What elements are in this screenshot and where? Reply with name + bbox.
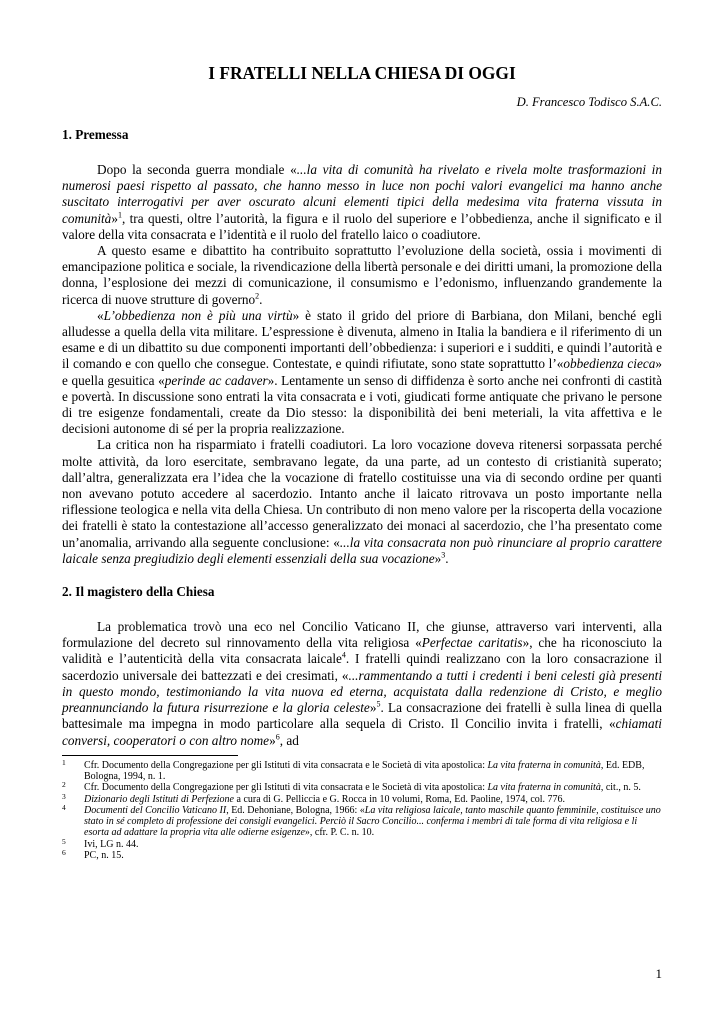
section-heading-premessa: 1. Premessa xyxy=(62,127,129,142)
footnote-text: Dizionario degli Istituti di Perfezione a cura di G. Pelliccia e G. Rocca in 10 volumi, Roma, Ed. Paoline, 1974, col. 776. xyxy=(84,793,566,805)
footnote-ref: 6 xyxy=(275,732,280,742)
footnote-number: 2 xyxy=(62,780,66,790)
document-page xyxy=(62,62,662,861)
footnote-ref: 4 xyxy=(341,651,346,661)
footnotes xyxy=(62,757,662,862)
author-line: D. Francesco Todisco S.A.C. xyxy=(516,95,662,109)
page-title: I FRATELLI NELLA CHIESA DI OGGI xyxy=(208,63,516,83)
footnote-ref: 5 xyxy=(376,699,381,709)
footnote xyxy=(62,782,662,793)
paragraph: «L’obbedienza non è più una virtù» è stato il grido del priore di Barbiana, don Milani, benché egli alludesse a quella della vita militare. L’espressione è divenuta, almeno in Italia la bandiera e il riferimento di un esame e di un dibattito su due componenti importanti dell’obbedienza: i superiori e i sudditi, e quindi l’autorità e il comando e con quello che consegue. Contestate, e quindi rifiutate, sono state soprattutto l’«obbedienza cieca» e quella gesuitica «perinde ac cadaver». Lentamente un senso di diffidenza è sorto anche nei confronti di castità e povertà. In discussione sono entrati la vita consacrata e i voti, giudicati forme antiquate che privano le persone di tre esigenze fondamentali, create da Dio stesso: la disponibilità dei beni meteriali, la vita affettiva e le decisioni autonome di sé per la propria realizzazione. xyxy=(62,307,662,437)
footnote xyxy=(62,802,662,839)
footnote-text: Ivi, LG n. 44. xyxy=(84,838,139,850)
paragraph: La critica non ha risparmiato i fratelli coadiutori. La loro vocazione doveva ritenersi sorpassata perché molte attività, da loro esercitate, sembravano legate, da una parte, ad un contesto di cristianità superato; dall’altra, generalizzata era l’idea che la vocazione di fratello costituisse una via di secondo ordine per quanti non avevano potuto accedere al sacerdozio. Intanto anche il laicato ritrovava un posto importante nella riflessione teologica e nella vita della Chiesa. Un contributo di non meno valore per la riscoperta della vocazione dei fratelli è stato la contestazione all’accesso generalizzato dei monaci al sacerdozio, che l’ha presentato come un’anomalia, arrivando alla seguente conclusione: «...la vita consacrata non può rinunciare al proprio carattere laicale senza pregiudizio degli elementi essenziali della sua vocazione»$^3$. xyxy=(62,437,662,566)
footnote-text: Documenti del Concilio Vaticano II, Ed. Dehoniane, Bologna, 1966: «La vita religiosa laicale, tanto maschile quanto femminile, costituisce uno stato in sé completo di professione dei consigli evangelici. Perciò il Sacro Concilio... conferma i membri di tale forma di vita religiosa e li esorta ad adattare la propria vita alle odierne esigenze», cfr. P. C. n. 10. xyxy=(84,804,661,839)
paragraph: A questo esame e dibattito ha contribuito soprattutto l’evoluzione della società, ossia i movimenti di emancipazione politica e sociale, la rivendicazione della libertà personale e dei diritti umani, la promozione della donna, l’esplosione dei mezzi di comunicazione, il consumismo e l’edonismo, influenzando grandemente la ricerca di nuove strutture di governo$^2$. xyxy=(62,243,662,307)
footnote-separator xyxy=(62,755,238,756)
page-number: 1 xyxy=(655,966,662,981)
footnote xyxy=(62,836,662,850)
paragraph: Dopo la seconda guerra mondiale «...la vita di comunità ha rivelato e rivela molte trasformazioni in numerosi paesi rispetto al passato, che hanno messo in luce non pochi valori evangelici ma hanno anche suscitato interrogativi per aver oscurato alcuni elementi tipici della medesima vita fraterna vissuta in comunità»$^1$, tra questi, oltre l’autorità, la figura e il ruolo del superiore e l’obbedienza, anche il significato e il valore della vita consacrata e l’identità e il ruolo del fratello laico o coadiutore. xyxy=(62,162,662,242)
footnote-ref: 3 xyxy=(441,550,446,560)
footnote-text: Cfr. Documento della Congregazione per gli Istituti di vita consacrata e le Società di vita apostolica: La vita fraterna in comunità, cit., n. 5. xyxy=(84,782,641,794)
footnote xyxy=(62,791,662,805)
footnote-ref: 2 xyxy=(255,291,260,301)
footnote-number: 4 xyxy=(62,802,66,812)
footnote-number: 1 xyxy=(62,757,66,767)
footnote-text: PC, n. 15. xyxy=(84,850,124,862)
footnote-text: Cfr. Documento della Congregazione per gli Istituti di vita consacrata e le Società di vita apostolica: La vita fraterna in comunità, Ed. EDB, Bologna, 1994, n. 1. xyxy=(84,759,645,782)
section-heading-magistero: 2. Il magistero della Chiesa xyxy=(62,584,215,600)
footnote-ref: 1 xyxy=(117,210,122,220)
footnote xyxy=(62,850,662,861)
paragraph: La problematica trovò una eco nel Concilio Vaticano II, che giunse, attraverso vari interventi, alla formulazione del decreto sul rinnovamento della vita religiosa «Perfectae caritatis», che ha riconosciuto la validità e l’autenticità della vita consacrata laicale$^4$. I fratelli quindi realizzano con la loro consacrazione il sacerdozio universale dei battezzati e dei cresimati, «...rammentando a tutti i credenti i beni celesti già presenti in questo mondo, testimoniando la vita nuova ed eterna, acquistata dalla redenzione di Cristo, e meglio preannunciando la futura risurrezione e la gloria celeste»$^5$. La consacrazione dei fratelli è sulla linea di quella battesimale ma impegna in modo particolare alla sequela di Cristo. Il Concilio invita i fratelli, «chiamati conversi, cooperatori o con altro nome»$^6$, ad xyxy=(62,619,663,748)
footnote-number: 3 xyxy=(62,791,66,801)
footnote-number: 6 xyxy=(62,848,66,858)
footnote-number: 5 xyxy=(62,836,66,846)
footnote xyxy=(62,757,662,783)
